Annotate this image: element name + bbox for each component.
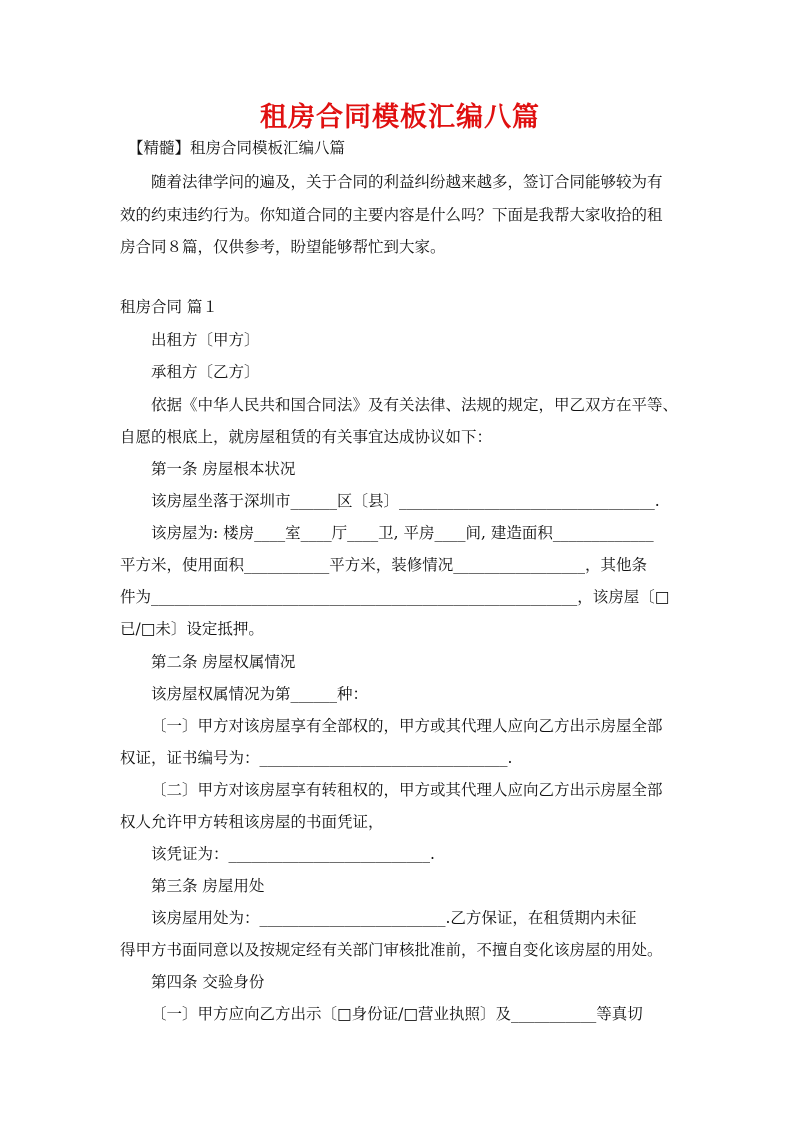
body-line: 出租方〔甲方〕: [151, 331, 260, 349]
body-line: 权人允许甲方转租该房屋的书面凭证，: [120, 813, 384, 831]
body-line: 已/□未〕设定抵押。: [120, 620, 264, 638]
body-line: 〔一〕甲方应向乙方出示〔□身份证/□营业执照〕及___________等真切: [151, 1005, 643, 1023]
intro-line-1: 随着法律学问的遍及，关于合同的利益纠纷越来越多，签订合同能够较为有: [151, 173, 663, 191]
article-heading-2: 第二条 房屋权属情况: [151, 653, 296, 671]
body-line: 该房屋坐落于深圳市______区〔县〕_________________________________.: [151, 492, 660, 510]
document-title: 租房合同模板汇编八篇: [260, 102, 540, 133]
body-line: 件为_______________________________________________________，该房屋〔□: [120, 588, 670, 606]
body-line: 该房屋权属情况为第______种：: [151, 685, 369, 703]
body-line: 承租方〔乙方〕: [151, 363, 260, 381]
intro-line-3: 房合同８篇，仅供参考，盼望能够帮忙到大家。: [120, 238, 446, 256]
body-line: 〔一〕甲方对该房屋享有全部权的，甲方或其代理人应向乙方出示房屋全部: [151, 717, 663, 735]
article-heading-3: 第三条 房屋用处: [151, 877, 265, 895]
body-line: 得甲方书面同意以及按规定经有关部门审核批准前，不擅自变化该房屋的用处。: [120, 941, 663, 959]
body-line: 自愿的根底上，就房屋租赁的有关事宜达成协议如下：: [120, 428, 493, 446]
body-line: 该凭证为：__________________________.: [151, 845, 435, 863]
body-line: 权证，证书编号为：________________________________.: [120, 749, 513, 767]
body-line: 依据《中华人民共和国合同法》及有关法律、法规的规定，甲乙双方在平等、: [151, 396, 679, 414]
section-heading: 租房合同 篇１: [120, 298, 218, 316]
document-subtitle: 【精髓】租房合同模板汇编八篇: [128, 139, 346, 157]
article-heading-4: 第四条 交验身份: [151, 973, 265, 991]
intro-line-2: 效的约束违约行为。你知道合同的主要内容是什么吗？下面是我帮大家收拾的租: [120, 206, 663, 224]
body-line: 〔二〕甲方对该房屋享有转租权的，甲方或其代理人应向乙方出示房屋全部: [151, 781, 663, 799]
article-heading-1: 第一条 房屋根本状况: [151, 460, 296, 478]
body-line: 该房屋用处为：________________________.乙方保证，在租赁期内未征: [151, 909, 637, 927]
body-line: 平方米，使用面积___________平方米，装修情况_________________，其他条: [120, 556, 648, 574]
body-line: 该房屋为: 楼房____室____厅____卫, 平房____间, 建造面积_____________: [151, 524, 654, 542]
